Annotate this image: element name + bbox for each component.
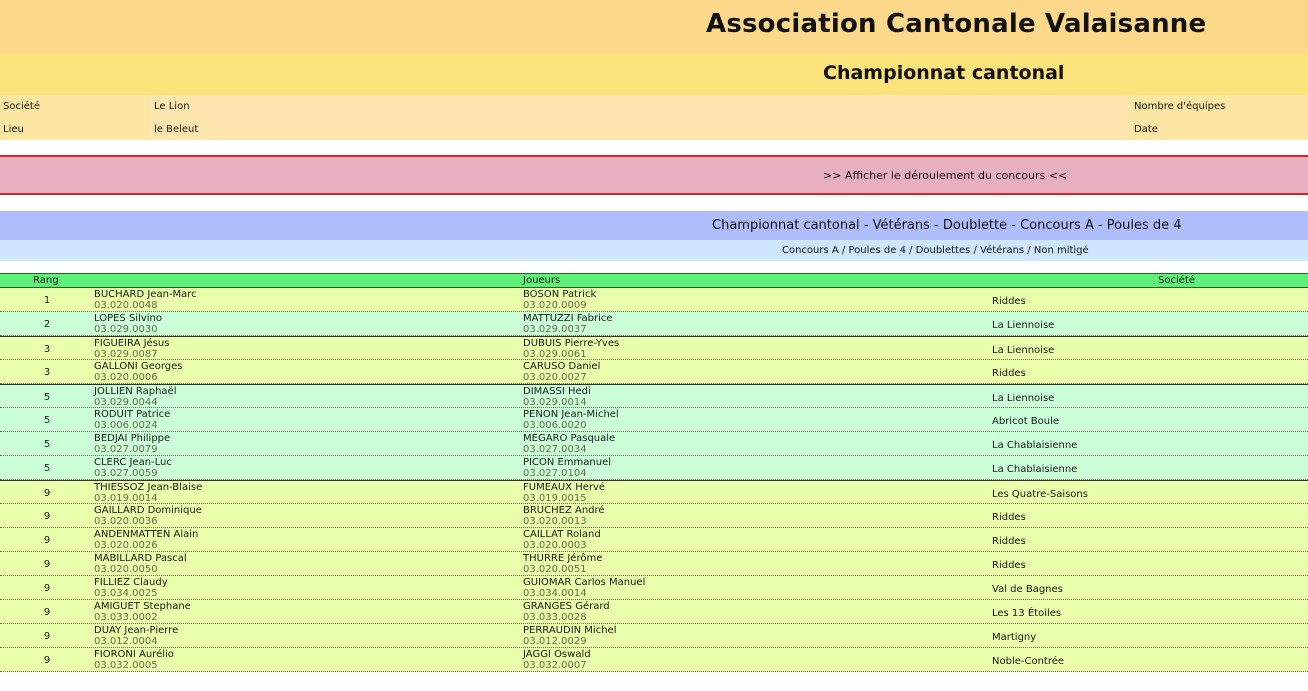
player1-license: 03.012.0004 bbox=[94, 636, 158, 647]
competition-title-bar bbox=[0, 211, 1308, 240]
table-row bbox=[0, 480, 1308, 504]
row-club: Riddes bbox=[992, 368, 1026, 379]
player1-name: DUAY Jean-Pierre bbox=[94, 625, 179, 636]
player2-name: GRANGES Gérard bbox=[523, 601, 610, 612]
player1-license: 03.019.0014 bbox=[94, 493, 158, 504]
competition-subtitle: Concours A / Poules de 4 / Doublettes / Vétérans / Non mitigé bbox=[782, 245, 1089, 256]
nb-equipes-label: Nombre d'équipes bbox=[1134, 101, 1226, 112]
player2-license: 03.019.0015 bbox=[523, 493, 587, 504]
player2-license: 03.033.0028 bbox=[523, 612, 587, 623]
table-row bbox=[0, 312, 1308, 336]
row-rank: 9 bbox=[43, 655, 51, 666]
table-row bbox=[0, 384, 1308, 408]
player1-name: FILLIEZ Claudy bbox=[94, 577, 168, 588]
player2-license: 03.034.0014 bbox=[523, 588, 587, 599]
row-club: Riddes bbox=[992, 536, 1026, 547]
date-label: Date bbox=[1134, 124, 1158, 135]
row-rank: 9 bbox=[43, 559, 51, 570]
row-club: Les 13 Étoiles bbox=[992, 608, 1062, 619]
player1-license: 03.020.0036 bbox=[94, 516, 158, 527]
row-rank: 2 bbox=[43, 319, 51, 330]
table-row bbox=[0, 648, 1308, 672]
player1-name: CLERC Jean-Luc bbox=[94, 457, 172, 468]
row-club: Abricot Boule bbox=[992, 416, 1060, 427]
player2-license: 03.027.0104 bbox=[523, 468, 587, 479]
row-rank: 9 bbox=[43, 488, 51, 499]
player1-name: BEDJAI Philippe bbox=[94, 433, 171, 444]
row-club: Noble-Contrée bbox=[992, 656, 1065, 667]
row-club: Les Quatre-Saisons bbox=[992, 489, 1088, 500]
header-players: Joueurs bbox=[523, 275, 561, 286]
player1-license: 03.029.0087 bbox=[94, 349, 158, 360]
info-panel bbox=[0, 95, 1308, 140]
player2-license: 03.029.0014 bbox=[523, 397, 587, 408]
player2-license: 03.032.0007 bbox=[523, 660, 587, 671]
row-club: Riddes bbox=[992, 296, 1026, 307]
table-row bbox=[0, 336, 1308, 360]
table-row bbox=[0, 552, 1308, 576]
row-rank: 5 bbox=[43, 392, 51, 403]
association-header bbox=[0, 0, 1308, 53]
row-rank: 1 bbox=[43, 295, 51, 306]
player2-license: 03.020.0003 bbox=[523, 540, 587, 551]
association-title: Association Cantonale Valaisanne bbox=[706, 9, 1207, 39]
row-rank: 5 bbox=[43, 463, 51, 474]
table-row bbox=[0, 576, 1308, 600]
societe-label: Société bbox=[3, 101, 40, 112]
row-club: La Liennoise bbox=[992, 345, 1055, 356]
table-row bbox=[0, 624, 1308, 648]
player1-name: FIORONI Aurélio bbox=[94, 649, 174, 660]
player2-name: FUMEAUX Hervé bbox=[523, 482, 606, 493]
row-rank: 3 bbox=[43, 344, 51, 355]
player1-license: 03.020.0026 bbox=[94, 540, 158, 551]
player2-name: PENON Jean-Michel bbox=[523, 409, 619, 420]
table-header bbox=[0, 273, 1308, 288]
player2-name: DUBUIS Pierre-Yves bbox=[523, 338, 620, 349]
table-row bbox=[0, 600, 1308, 624]
player2-license: 03.020.0051 bbox=[523, 564, 587, 575]
competition-title: Championnat cantonal - Vétérans - Doublette - Concours A - Poules de 4 bbox=[712, 218, 1182, 233]
row-rank: 5 bbox=[43, 415, 51, 426]
row-club: La Chablaisienne bbox=[992, 464, 1078, 475]
player2-name: PERRAUDIN Michel bbox=[523, 625, 617, 636]
row-club: Riddes bbox=[992, 560, 1026, 571]
player1-name: MABILLARD Pascal bbox=[94, 553, 187, 564]
row-rank: 9 bbox=[43, 535, 51, 546]
player1-name: ANDENMATTEN Alain bbox=[94, 529, 199, 540]
player1-name: RODUIT Patrice bbox=[94, 409, 171, 420]
player1-name: JOLLIEN Raphaël bbox=[94, 386, 177, 397]
row-rank: 9 bbox=[43, 631, 51, 642]
player1-license: 03.020.0048 bbox=[94, 300, 158, 311]
player2-name: PICON Emmanuel bbox=[523, 457, 612, 468]
player1-license: 03.032.0005 bbox=[94, 660, 158, 671]
table-body bbox=[0, 288, 1308, 672]
header-club: Société bbox=[1158, 275, 1195, 286]
player2-license: 03.029.0037 bbox=[523, 324, 587, 335]
row-rank: 5 bbox=[43, 439, 51, 450]
player1-license: 03.006.0024 bbox=[94, 420, 158, 431]
table-row bbox=[0, 504, 1308, 528]
player2-license: 03.006.0020 bbox=[523, 420, 587, 431]
player2-license: 03.012.0029 bbox=[523, 636, 587, 647]
player2-name: CARUSO Daniel bbox=[523, 361, 601, 372]
player1-name: GALLONI Georges bbox=[94, 361, 183, 372]
player2-name: MATTUZZI Fabrice bbox=[523, 313, 613, 324]
player2-license: 03.027.0034 bbox=[523, 444, 587, 455]
row-club: La Chablaisienne bbox=[992, 440, 1078, 451]
table-row bbox=[0, 360, 1308, 384]
player1-license: 03.034.0025 bbox=[94, 588, 158, 599]
player1-license: 03.027.0079 bbox=[94, 444, 158, 455]
row-club: Martigny bbox=[992, 632, 1037, 643]
row-club: Riddes bbox=[992, 512, 1026, 523]
ranking-table bbox=[0, 273, 1308, 672]
player1-license: 03.029.0030 bbox=[94, 324, 158, 335]
player2-license: 03.029.0061 bbox=[523, 349, 587, 360]
player1-license: 03.027.0059 bbox=[94, 468, 158, 479]
header-rank: Rang bbox=[33, 275, 59, 286]
row-club: La Liennoise bbox=[992, 320, 1055, 331]
player1-name: LOPES Silvino bbox=[94, 313, 163, 324]
player1-license: 03.029.0044 bbox=[94, 397, 158, 408]
player1-name: FIGUEIRA Jésus bbox=[94, 338, 170, 349]
player2-name: BRUCHEZ André bbox=[523, 505, 605, 516]
row-rank: 9 bbox=[43, 607, 51, 618]
player2-name: DIMASSI Hedi bbox=[523, 386, 591, 397]
lieu-value: le Beleut bbox=[154, 124, 199, 135]
championship-title: Championnat cantonal bbox=[823, 62, 1065, 84]
player1-license: 03.020.0006 bbox=[94, 372, 158, 383]
player1-license: 03.020.0050 bbox=[94, 564, 158, 575]
lieu-label: Lieu bbox=[3, 124, 24, 135]
player1-name: GAILLARD Dominique bbox=[94, 505, 202, 516]
player2-license: 03.020.0027 bbox=[523, 372, 587, 383]
championship-header bbox=[0, 53, 1308, 95]
table-row bbox=[0, 528, 1308, 552]
show-progress-button[interactable] bbox=[0, 155, 1308, 195]
table-row bbox=[0, 408, 1308, 432]
player2-license: 03.020.0013 bbox=[523, 516, 587, 527]
show-progress-label: >> Afficher le déroulement du concours << bbox=[823, 169, 1068, 182]
player2-name: CAILLAT Roland bbox=[523, 529, 601, 540]
row-rank: 3 bbox=[43, 367, 51, 378]
player2-name: THURRE Jérôme bbox=[523, 553, 603, 564]
table-row bbox=[0, 288, 1308, 312]
player1-name: AMIGUET Stephane bbox=[94, 601, 191, 612]
table-row bbox=[0, 432, 1308, 456]
row-club: La Liennoise bbox=[992, 393, 1055, 404]
row-rank: 9 bbox=[43, 583, 51, 594]
row-club: Val de Bagnes bbox=[992, 584, 1063, 595]
player1-license: 03.033.0002 bbox=[94, 612, 158, 623]
player2-license: 03.020.0009 bbox=[523, 300, 587, 311]
player2-name: GUIOMAR Carlos Manuel bbox=[523, 577, 646, 588]
player2-name: JAGGI Oswald bbox=[523, 649, 591, 660]
table-row bbox=[0, 456, 1308, 480]
row-rank: 9 bbox=[43, 511, 51, 522]
competition-subtitle-bar bbox=[0, 240, 1308, 261]
player1-name: THIESSOZ Jean-Blaise bbox=[94, 482, 203, 493]
societe-value: Le Lion bbox=[154, 101, 190, 112]
player1-name: BUCHARD Jean-Marc bbox=[94, 289, 197, 300]
player2-name: MEGARO Pasquale bbox=[523, 433, 616, 444]
player2-name: BOSON Patrick bbox=[523, 289, 597, 300]
